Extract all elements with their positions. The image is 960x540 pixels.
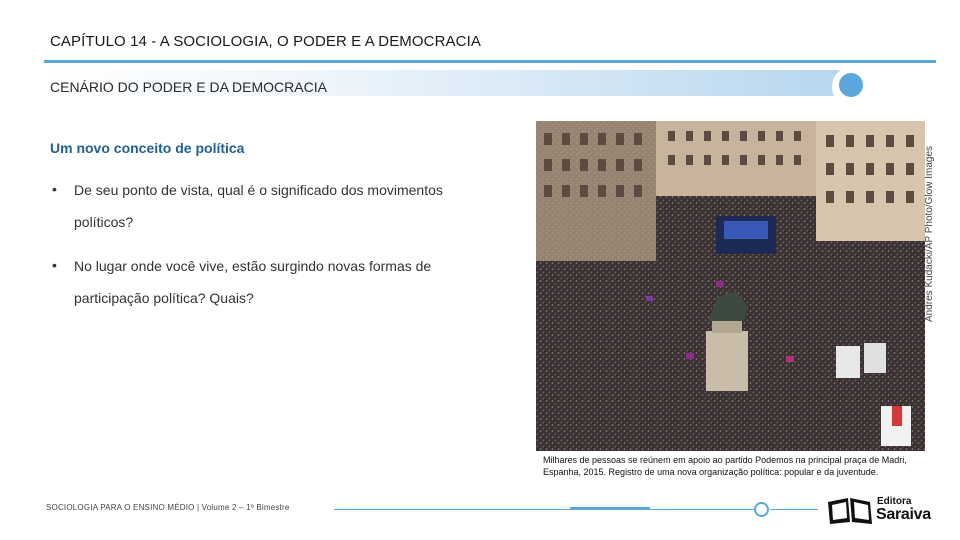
subheading: Um novo conceito de política bbox=[50, 140, 245, 156]
bullet-question-1: De seu ponto de vista, qual é o significado dos movimentos políticos? bbox=[74, 182, 443, 230]
footer-dot-icon bbox=[754, 502, 769, 517]
logo-saraiva-text: Saraiva bbox=[876, 506, 931, 523]
bullet-question-2: No lugar onde você vive, estão surgindo novas formas de participação política? Quais? bbox=[74, 258, 432, 306]
bullet-marker-icon: • bbox=[52, 257, 57, 273]
crowd-photo bbox=[536, 121, 925, 451]
footer-divider-right bbox=[770, 509, 818, 510]
logo-editora-text: Editora bbox=[877, 496, 912, 507]
footer-text: SOCIOLOGIA PARA O ENSINO MÉDIO | Volume 2 – 1º Bimestre bbox=[46, 503, 290, 512]
footer-divider bbox=[334, 509, 754, 510]
section-title: CENÁRIO DO PODER E DA DEMOCRACIA bbox=[50, 79, 327, 95]
circle-decoration-icon bbox=[832, 66, 874, 108]
chapter-title: CAPÍTULO 14 - A SOCIOLOGIA, O PODER E A DEMOCRACIA bbox=[50, 33, 481, 50]
chapter-divider bbox=[44, 60, 936, 63]
footer-divider-accent bbox=[570, 507, 650, 510]
photo-caption: Milhares de pessoas se reúnem em apoio ao partido Podemos na principal praça de Madri, Espanha, 2015. Registro de uma nova organização política: popular e da juventude. bbox=[543, 455, 907, 477]
photo-credit: Andres Kudacki/AP Photo/Glow Images bbox=[924, 145, 935, 322]
bullet-marker-icon: • bbox=[52, 181, 57, 197]
book-icon bbox=[826, 494, 876, 526]
